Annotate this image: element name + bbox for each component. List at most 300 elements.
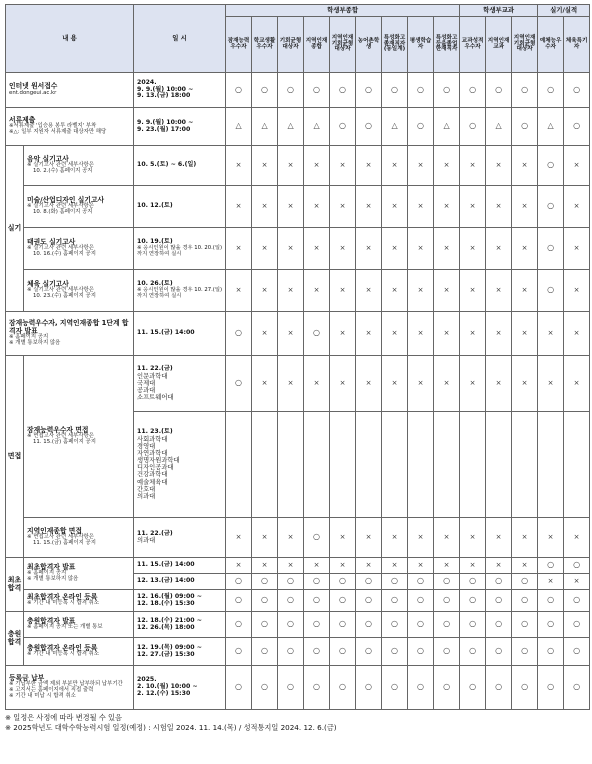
mark-cell: ○ (356, 612, 382, 638)
mark-cell: × (434, 146, 460, 186)
mark-cell-empty (538, 412, 564, 518)
side-label-1: 충원 (7, 630, 22, 639)
mark-cell: ○ (278, 590, 304, 612)
mark-cell: ○ (226, 574, 252, 590)
date-line: 11. 23.(토) (137, 428, 173, 436)
date-line: 2024. (137, 78, 157, 86)
mark-cell: ○ (434, 574, 460, 590)
row-title: 잠재능력우수자, 지역인재종합 1단계 합격자 발표 (9, 318, 129, 335)
mark-cell: × (278, 228, 304, 270)
mark-cell: × (512, 270, 538, 312)
mark-cell: × (460, 186, 486, 228)
mark-cell: × (434, 186, 460, 228)
college-name: 사회과학대 (137, 436, 168, 444)
row-content (24, 612, 134, 638)
row-note: ※ 기간 내 미납 시 합격 취소 (9, 693, 76, 700)
mark-cell: ○ (382, 666, 408, 710)
mark-cell: × (330, 228, 356, 270)
mark-cell: × (564, 270, 590, 312)
row-note: ※ 기간 내 미등록 시 합격 취소 (27, 600, 100, 607)
header-col-12: 예체능우수자 (538, 17, 564, 73)
mark-cell: ○ (564, 590, 590, 612)
mark-cell-empty (486, 412, 512, 518)
mark-cell: ○ (304, 73, 330, 108)
mark-cell: × (460, 228, 486, 270)
mark-cell: × (564, 312, 590, 356)
mark-cell: × (278, 146, 304, 186)
mark-cell: × (486, 228, 512, 270)
row-date (134, 108, 226, 146)
mark-cell: ○ (226, 590, 252, 612)
mark-cell: ○ (434, 638, 460, 666)
mark-cell: × (460, 558, 486, 574)
mark-cell-empty (304, 412, 330, 518)
mark-cell: ○ (408, 590, 434, 612)
mark-cell: × (356, 356, 382, 412)
header-col-5: 농어촌학생 (356, 17, 382, 73)
schedule-document (5, 4, 587, 732)
row-title: 최초합격자 온라인 등록 (27, 592, 98, 601)
row-date (134, 558, 226, 574)
row-note: ※ 개별 통보하지 않음 (9, 340, 61, 347)
row-date (134, 228, 226, 270)
header-group-gyogwa: 학생부교과 (460, 5, 538, 17)
mark-cell: × (356, 312, 382, 356)
mark-cell: ○ (382, 638, 408, 666)
mark-cell: ○ (408, 108, 434, 146)
header-col-13: 체육특기자 (564, 17, 590, 73)
college-name: 경영대 (137, 443, 156, 451)
row-content (24, 270, 134, 312)
mark-cell: × (278, 518, 304, 558)
mark-cell: ○ (356, 73, 382, 108)
mark-cell-empty (226, 412, 252, 518)
header-col-0: 잠재능력우수자 (226, 17, 252, 73)
mark-cell: × (408, 186, 434, 228)
mark-cell-empty (408, 412, 434, 518)
mark-cell: ○ (330, 638, 356, 666)
date-line: 10. 19.(토) (137, 238, 173, 246)
mark-cell: × (252, 228, 278, 270)
mark-cell: △ (278, 108, 304, 146)
table-row (6, 612, 590, 638)
mark-cell: ○ (252, 73, 278, 108)
footnote-2: ※ 2025학년도 대학수학능력시험 일정(예정) : 시험일 2024. 11. 14.(목) / 성적통지일 2024. 12. 6.(금) (5, 722, 337, 732)
mark-cell: × (434, 518, 460, 558)
mark-cell: × (304, 228, 330, 270)
mark-cell-empty (564, 412, 590, 518)
mark-cell: ○ (330, 590, 356, 612)
mark-cell: ○ (330, 612, 356, 638)
mark-cell-empty (356, 412, 382, 518)
mark-cell: × (564, 356, 590, 412)
date-line: 12. 27.(금) 15:30 (137, 650, 195, 658)
row-content (24, 558, 134, 590)
mark-cell: × (512, 356, 538, 412)
row-title: 인터넷 원서접수 (9, 82, 58, 91)
mark-cell: ○ (486, 666, 512, 710)
mark-cell: × (564, 146, 590, 186)
row-title: 충원합격자 발표 (27, 616, 76, 625)
date-line: 12. 19.(목) 09:00 ~ (137, 643, 202, 651)
mark-cell: × (278, 312, 304, 356)
table-row (6, 108, 590, 146)
college-name: 의과대 (137, 492, 156, 500)
row-title: 최초합격자 발표 (27, 562, 76, 571)
row-content (24, 518, 134, 558)
mark-cell: × (252, 146, 278, 186)
mark-cell: × (304, 356, 330, 412)
mark-cell: × (382, 558, 408, 574)
mark-cell: × (226, 558, 252, 574)
mark-cell: ○ (434, 590, 460, 612)
mark-cell: × (408, 146, 434, 186)
mark-cell: × (356, 270, 382, 312)
mark-cell: ○ (408, 612, 434, 638)
mark-cell-empty (330, 412, 356, 518)
header-col-11: 지역인재기회균형대상자 (512, 17, 538, 73)
side-group-myeonjeop: 면접 (6, 356, 24, 558)
mark-cell: ○ (564, 666, 590, 710)
mark-cell: ○ (330, 666, 356, 710)
mark-cell: × (330, 146, 356, 186)
mark-cell: △ (434, 108, 460, 146)
mark-cell: × (252, 270, 278, 312)
mark-cell: × (460, 146, 486, 186)
mark-cell: × (512, 228, 538, 270)
mark-cell: × (330, 186, 356, 228)
date-line: 2. 10.(월) 10:00 ~ (137, 683, 198, 691)
date-note: ※ 응시인원이 많을 경우 10. 27.(일)까지 연장하여 실시 (137, 287, 223, 299)
mark-cell: ○ (486, 73, 512, 108)
mark-cell: × (278, 558, 304, 574)
row-note: 11. 15.(금) 홈페이지 공지 (33, 540, 96, 547)
college-name: 건강과학대 (137, 471, 168, 479)
college-name: 간호대 (137, 485, 156, 493)
mark-cell: × (304, 186, 330, 228)
mark-cell: ○ (486, 574, 512, 590)
row-note: ※ 실기고사 관련 세부사항은 (27, 287, 94, 294)
mark-cell: × (408, 312, 434, 356)
mark-cell: × (434, 356, 460, 412)
row-date (134, 312, 226, 356)
header-col-9: 교과성적우수자 (460, 17, 486, 73)
mark-cell: × (382, 518, 408, 558)
date-line: 10. 5.(토) ~ 6.(일) (137, 161, 197, 169)
mark-cell: ○ (434, 73, 460, 108)
row-content (24, 186, 134, 228)
table-row (6, 638, 590, 666)
date-line: 11. 22.(금) (137, 364, 173, 372)
mark-cell: ○ (538, 146, 564, 186)
mark-cell: ○ (356, 638, 382, 666)
mark-cell: ○ (382, 590, 408, 612)
side-group-chungwon (6, 612, 24, 666)
mark-cell: × (538, 518, 564, 558)
mark-cell: × (226, 228, 252, 270)
table-row (6, 558, 590, 574)
header-name: 내 용 (6, 5, 134, 73)
side-group-silgi: 실기 (6, 146, 24, 312)
mark-cell: × (304, 146, 330, 186)
mark-cell: ○ (512, 73, 538, 108)
mark-cell: ○ (304, 574, 330, 590)
table-row (6, 186, 590, 228)
header-col-1: 학교생활우수자 (252, 17, 278, 73)
mark-cell: × (252, 356, 278, 412)
table-row (6, 228, 590, 270)
mark-cell: × (512, 186, 538, 228)
mark-cell-empty (252, 412, 278, 518)
row-note: 11. 15.(금) 홈페이지 공지 (33, 439, 96, 446)
row-content (24, 228, 134, 270)
mark-cell: ○ (226, 356, 252, 412)
mark-cell: × (252, 312, 278, 356)
mark-cell: ○ (304, 312, 330, 356)
row-title: 음악 실기고사 (27, 154, 69, 163)
mark-cell: × (434, 558, 460, 574)
mark-cell: ○ (252, 612, 278, 638)
table-row (6, 666, 590, 710)
college-name: 인문과학대 (137, 372, 168, 380)
table-row (6, 146, 590, 186)
mark-cell: △ (252, 108, 278, 146)
mark-cell: ○ (538, 186, 564, 228)
mark-cell: ○ (512, 574, 538, 590)
mark-cell: ○ (226, 312, 252, 356)
row-note: ※ 실기고사 관련 세부사항은 (27, 203, 94, 210)
date-line: 9. 13.(금) 18:00 (137, 92, 191, 100)
mark-cell: ○ (304, 666, 330, 710)
side-label-2: 합격 (7, 637, 22, 646)
header-col-10: 지역인재교과 (486, 17, 512, 73)
mark-cell: △ (226, 108, 252, 146)
mark-cell: × (330, 518, 356, 558)
mark-cell: × (486, 146, 512, 186)
mark-cell: ○ (252, 666, 278, 710)
date-line: 11. 22.(금) (137, 529, 173, 537)
header-col-4: 지역인재기회균형대상자 (330, 17, 356, 73)
row-title: 등록금 납부 (9, 673, 45, 682)
row-content (24, 590, 134, 612)
mark-cell: × (512, 312, 538, 356)
footnote-1: ※ 일정은 사정에 따라 변경될 수 있음 (5, 713, 122, 722)
mark-cell: △ (538, 108, 564, 146)
mark-cell: × (408, 228, 434, 270)
mark-cell: ○ (564, 73, 590, 108)
row-content (6, 666, 134, 710)
mark-cell: ○ (330, 574, 356, 590)
mark-cell: × (486, 312, 512, 356)
mark-cell: ○ (486, 612, 512, 638)
mark-cell: × (278, 356, 304, 412)
mark-cell: ○ (382, 73, 408, 108)
date-note: ※ 응시인원이 많을 경우 10. 20.(일)까지 연장하여 실시 (137, 245, 223, 257)
mark-cell: × (252, 558, 278, 574)
row-note: ※서류제출 '입승용 봉투 라벨지' 부착 (9, 123, 97, 130)
mark-cell: × (408, 558, 434, 574)
mark-cell: ○ (304, 518, 330, 558)
mark-cell: ○ (564, 638, 590, 666)
table-row (6, 518, 590, 558)
table-row (6, 73, 590, 108)
row-title: 미술/산업디자인 실기고사 (27, 195, 105, 204)
mark-cell: × (512, 146, 538, 186)
college-name: 디자인공과대 (137, 464, 174, 472)
mark-cell-empty (278, 412, 304, 518)
college-name: 공과대 (137, 386, 156, 394)
date-line: 2. 12.(수) 15:30 (137, 689, 191, 697)
row-note: 10. 23.(수) 홈페이지 공지 (33, 293, 96, 300)
row-date (134, 186, 226, 228)
mark-cell: × (356, 186, 382, 228)
mark-cell: ○ (512, 666, 538, 710)
mark-cell: ○ (434, 666, 460, 710)
date-line: 9. 9.(월) 10:00 ~ (137, 85, 194, 93)
mark-cell: △ (304, 108, 330, 146)
mark-cell: ○ (564, 558, 590, 574)
college-name: 예술체육대 (137, 478, 168, 486)
mark-cell: × (486, 558, 512, 574)
row-note: ※ 홈페이지 공지 (9, 334, 49, 341)
mark-cell: ○ (564, 108, 590, 146)
mark-cell: × (356, 146, 382, 186)
mark-cell: × (226, 186, 252, 228)
row-note: ※ 실기고사 관련 세부사항은 (27, 245, 94, 252)
row-date (134, 666, 226, 710)
mark-cell: ○ (564, 612, 590, 638)
header-date: 일 시 (134, 5, 226, 73)
row-note: ※ 고지서는 홈페이지에서 직접 출력 (9, 687, 94, 694)
mark-cell: ○ (226, 666, 252, 710)
date-line: 12. 18.(수) 15:30 (137, 599, 195, 607)
mark-cell: × (330, 558, 356, 574)
date-line: 12. 16.(월) 09:00 ~ (137, 592, 202, 600)
mark-cell: × (278, 270, 304, 312)
mark-cell: × (460, 356, 486, 412)
college-name: 의과대 (137, 537, 156, 545)
mark-cell: × (408, 270, 434, 312)
header-col-7: 평생학습자 (408, 17, 434, 73)
mark-cell: × (382, 228, 408, 270)
header-col-8: 특성화고등을졸업한재직자 (434, 17, 460, 73)
mark-cell: × (538, 356, 564, 412)
mark-cell: ○ (408, 638, 434, 666)
mark-cell: ○ (460, 590, 486, 612)
row-content (6, 73, 134, 108)
date-line: 11. 15.(금) 14:00 (137, 329, 195, 337)
table-row (6, 590, 590, 612)
date-line: 12. 13.(금) 14:00 (137, 577, 195, 585)
row-note: ※△: 일부 지원자 서류제출 대상자만 해당 (9, 129, 107, 136)
college-name: 생명자원과학대 (137, 457, 180, 465)
mark-cell: × (538, 312, 564, 356)
mark-cell: ○ (278, 612, 304, 638)
row-date (134, 73, 226, 108)
date-line: 10. 26.(토) (137, 280, 173, 288)
mark-cell: ○ (330, 108, 356, 146)
row-note: ent.dongeui.ac.kr (9, 89, 57, 96)
date-line: 9. 23.(월) 17:00 (137, 125, 191, 133)
mark-cell: ○ (304, 612, 330, 638)
mark-cell: × (226, 270, 252, 312)
row-date (134, 574, 226, 590)
row-title: 충원합격자 온라인 등록 (27, 643, 98, 652)
row-date (134, 612, 226, 638)
row-note: ※ 면접고사 관련 세부사항은 (27, 534, 94, 541)
mark-cell: × (434, 228, 460, 270)
row-title: 잠재능력우수자 면접 (27, 425, 89, 434)
mark-cell: × (226, 146, 252, 186)
mark-cell: × (356, 518, 382, 558)
mark-cell-empty (434, 412, 460, 518)
mark-cell: × (564, 228, 590, 270)
row-note: ※ 홈페이지 공지 (27, 570, 67, 577)
mark-cell: ○ (512, 612, 538, 638)
row-date (134, 518, 226, 558)
mark-cell: ○ (460, 612, 486, 638)
mark-cell: × (538, 574, 564, 590)
mark-cell: ○ (304, 590, 330, 612)
side-group-choecho (6, 558, 24, 612)
table-row (6, 312, 590, 356)
row-note: 10. 8.(화) 홈페이지 공지 (33, 209, 93, 216)
mark-cell: × (382, 312, 408, 356)
mark-cell: ○ (356, 666, 382, 710)
mark-cell: ○ (512, 108, 538, 146)
row-note: ※ 홈페이지 공지 또는 개별 통보 (27, 624, 103, 631)
mark-cell: ○ (278, 574, 304, 590)
date-line: 12. 18.(수) 21:00 ~ (137, 616, 202, 624)
side-label-1: 최초 (7, 576, 22, 585)
mark-cell: × (486, 518, 512, 558)
row-date (134, 356, 226, 412)
mark-cell: × (330, 270, 356, 312)
college-name: 국제대 (137, 379, 156, 387)
mark-cell: ○ (278, 638, 304, 666)
mark-cell: × (434, 312, 460, 356)
mark-cell: × (486, 186, 512, 228)
mark-cell: ○ (460, 73, 486, 108)
row-note: 10. 16.(수) 홈페이지 공지 (33, 251, 96, 258)
college-name: 소프트웨어대 (137, 394, 174, 402)
row-date (134, 590, 226, 612)
mark-cell: × (564, 574, 590, 590)
table-row (6, 270, 590, 312)
row-note: ※ 기납부한 금액 제외 부분만 납부하되 납부기간 (9, 681, 123, 688)
mark-cell: ○ (356, 108, 382, 146)
mark-cell: × (564, 186, 590, 228)
row-note: ※ 기간 내 미등록 시 합격 취소 (27, 651, 100, 658)
mark-cell: ○ (460, 666, 486, 710)
mark-cell: × (226, 518, 252, 558)
mark-cell: △ (382, 108, 408, 146)
date-line: 2025. (137, 676, 157, 684)
mark-cell: × (252, 186, 278, 228)
mark-cell: ○ (356, 574, 382, 590)
mark-cell: ○ (460, 108, 486, 146)
mark-cell: × (382, 356, 408, 412)
mark-cell: ○ (330, 73, 356, 108)
date-line: 12. 26.(목) 18:00 (137, 623, 195, 631)
mark-cell: ○ (226, 638, 252, 666)
mark-cell: × (512, 518, 538, 558)
schedule-table (5, 4, 590, 710)
mark-cell: × (356, 558, 382, 574)
row-title: 서류제출 (9, 115, 36, 124)
row-content (24, 146, 134, 186)
mark-cell: × (304, 558, 330, 574)
